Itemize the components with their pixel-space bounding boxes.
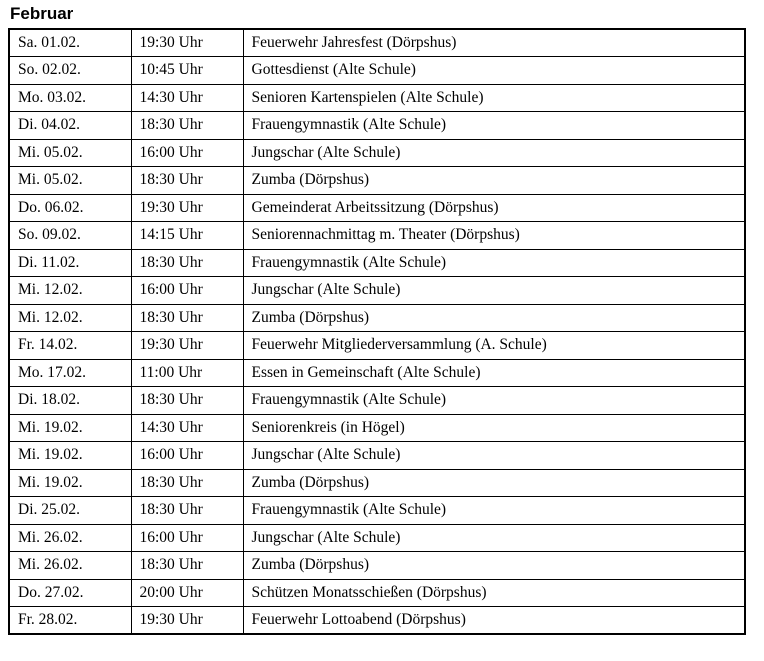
table-row [9, 497, 745, 525]
cell-time: 18:30 Uhr [131, 249, 243, 277]
table-row [9, 277, 745, 305]
table-row [9, 112, 745, 140]
cell-date: Mi. 26.02. [9, 552, 131, 580]
cell-date: Mi. 12.02. [9, 277, 131, 305]
cell-date: Di. 18.02. [9, 387, 131, 415]
cell-event: Feuerwehr Mitgliederversammlung (A. Schule) [243, 332, 745, 360]
cell-time: 18:30 Uhr [131, 469, 243, 497]
cell-date: Mi. 19.02. [9, 469, 131, 497]
cell-time: 20:00 Uhr [131, 579, 243, 607]
cell-date: Do. 06.02. [9, 194, 131, 222]
cell-date: Mi. 19.02. [9, 442, 131, 470]
cell-event: Gemeinderat Arbeitssitzung (Dörpshus) [243, 194, 745, 222]
events-table-body [9, 29, 745, 634]
table-row [9, 167, 745, 195]
cell-time: 16:00 Uhr [131, 524, 243, 552]
table-row [9, 249, 745, 277]
cell-time: 10:45 Uhr [131, 57, 243, 85]
table-row [9, 222, 745, 250]
cell-date: Sa. 01.02. [9, 29, 131, 57]
table-row [9, 469, 745, 497]
cell-date: Di. 11.02. [9, 249, 131, 277]
table-row [9, 57, 745, 85]
cell-event: Frauengymnastik (Alte Schule) [243, 249, 745, 277]
cell-date: Mi. 05.02. [9, 139, 131, 167]
cell-event: Jungschar (Alte Schule) [243, 139, 745, 167]
cell-event: Zumba (Dörpshus) [243, 167, 745, 195]
table-row [9, 442, 745, 470]
cell-event: Jungschar (Alte Schule) [243, 524, 745, 552]
cell-time: 18:30 Uhr [131, 304, 243, 332]
cell-time: 19:30 Uhr [131, 332, 243, 360]
cell-time: 11:00 Uhr [131, 359, 243, 387]
cell-event: Gottesdienst (Alte Schule) [243, 57, 745, 85]
cell-date: Mi. 19.02. [9, 414, 131, 442]
table-row [9, 524, 745, 552]
cell-event: Frauengymnastik (Alte Schule) [243, 497, 745, 525]
cell-event: Frauengymnastik (Alte Schule) [243, 112, 745, 140]
cell-date: Di. 25.02. [9, 497, 131, 525]
cell-date: So. 09.02. [9, 222, 131, 250]
cell-event: Zumba (Dörpshus) [243, 304, 745, 332]
table-row [9, 84, 745, 112]
cell-event: Jungschar (Alte Schule) [243, 277, 745, 305]
cell-time: 19:30 Uhr [131, 607, 243, 635]
cell-time: 19:30 Uhr [131, 29, 243, 57]
table-row [9, 304, 745, 332]
cell-event: Senioren Kartenspielen (Alte Schule) [243, 84, 745, 112]
page-title: Februar [10, 4, 74, 23]
table-row [9, 332, 745, 360]
cell-date: So. 02.02. [9, 57, 131, 85]
cell-time: 18:30 Uhr [131, 167, 243, 195]
table-row [9, 607, 745, 635]
cell-time: 18:30 Uhr [131, 112, 243, 140]
table-row [9, 359, 745, 387]
cell-event: Frauengymnastik (Alte Schule) [243, 387, 745, 415]
table-row [9, 414, 745, 442]
cell-time: 19:30 Uhr [131, 194, 243, 222]
cell-date: Mi. 26.02. [9, 524, 131, 552]
cell-event: Seniorenkreis (in Högel) [243, 414, 745, 442]
cell-time: 14:30 Uhr [131, 414, 243, 442]
cell-time: 18:30 Uhr [131, 552, 243, 580]
table-row [9, 387, 745, 415]
events-table [8, 28, 746, 635]
table-row [9, 552, 745, 580]
cell-date: Mo. 03.02. [9, 84, 131, 112]
table-row [9, 579, 745, 607]
cell-event: Schützen Monatsschießen (Dörpshus) [243, 579, 745, 607]
cell-event: Seniorennachmittag m. Theater (Dörpshus) [243, 222, 745, 250]
table-row [9, 29, 745, 57]
cell-date: Fr. 28.02. [9, 607, 131, 635]
cell-event: Zumba (Dörpshus) [243, 469, 745, 497]
cell-time: 18:30 Uhr [131, 497, 243, 525]
cell-date: Mo. 17.02. [9, 359, 131, 387]
cell-time: 16:00 Uhr [131, 277, 243, 305]
cell-date: Mi. 05.02. [9, 167, 131, 195]
cell-time: 14:15 Uhr [131, 222, 243, 250]
table-row [9, 194, 745, 222]
cell-event: Feuerwehr Lottoabend (Dörpshus) [243, 607, 745, 635]
cell-event: Essen in Gemeinschaft (Alte Schule) [243, 359, 745, 387]
cell-event: Jungschar (Alte Schule) [243, 442, 745, 470]
cell-date: Do. 27.02. [9, 579, 131, 607]
cell-date: Mi. 12.02. [9, 304, 131, 332]
cell-time: 14:30 Uhr [131, 84, 243, 112]
cell-time: 16:00 Uhr [131, 442, 243, 470]
cell-time: 18:30 Uhr [131, 387, 243, 415]
cell-date: Fr. 14.02. [9, 332, 131, 360]
table-row [9, 139, 745, 167]
cell-time: 16:00 Uhr [131, 139, 243, 167]
cell-event: Feuerwehr Jahresfest (Dörpshus) [243, 29, 745, 57]
cell-event: Zumba (Dörpshus) [243, 552, 745, 580]
cell-date: Di. 04.02. [9, 112, 131, 140]
